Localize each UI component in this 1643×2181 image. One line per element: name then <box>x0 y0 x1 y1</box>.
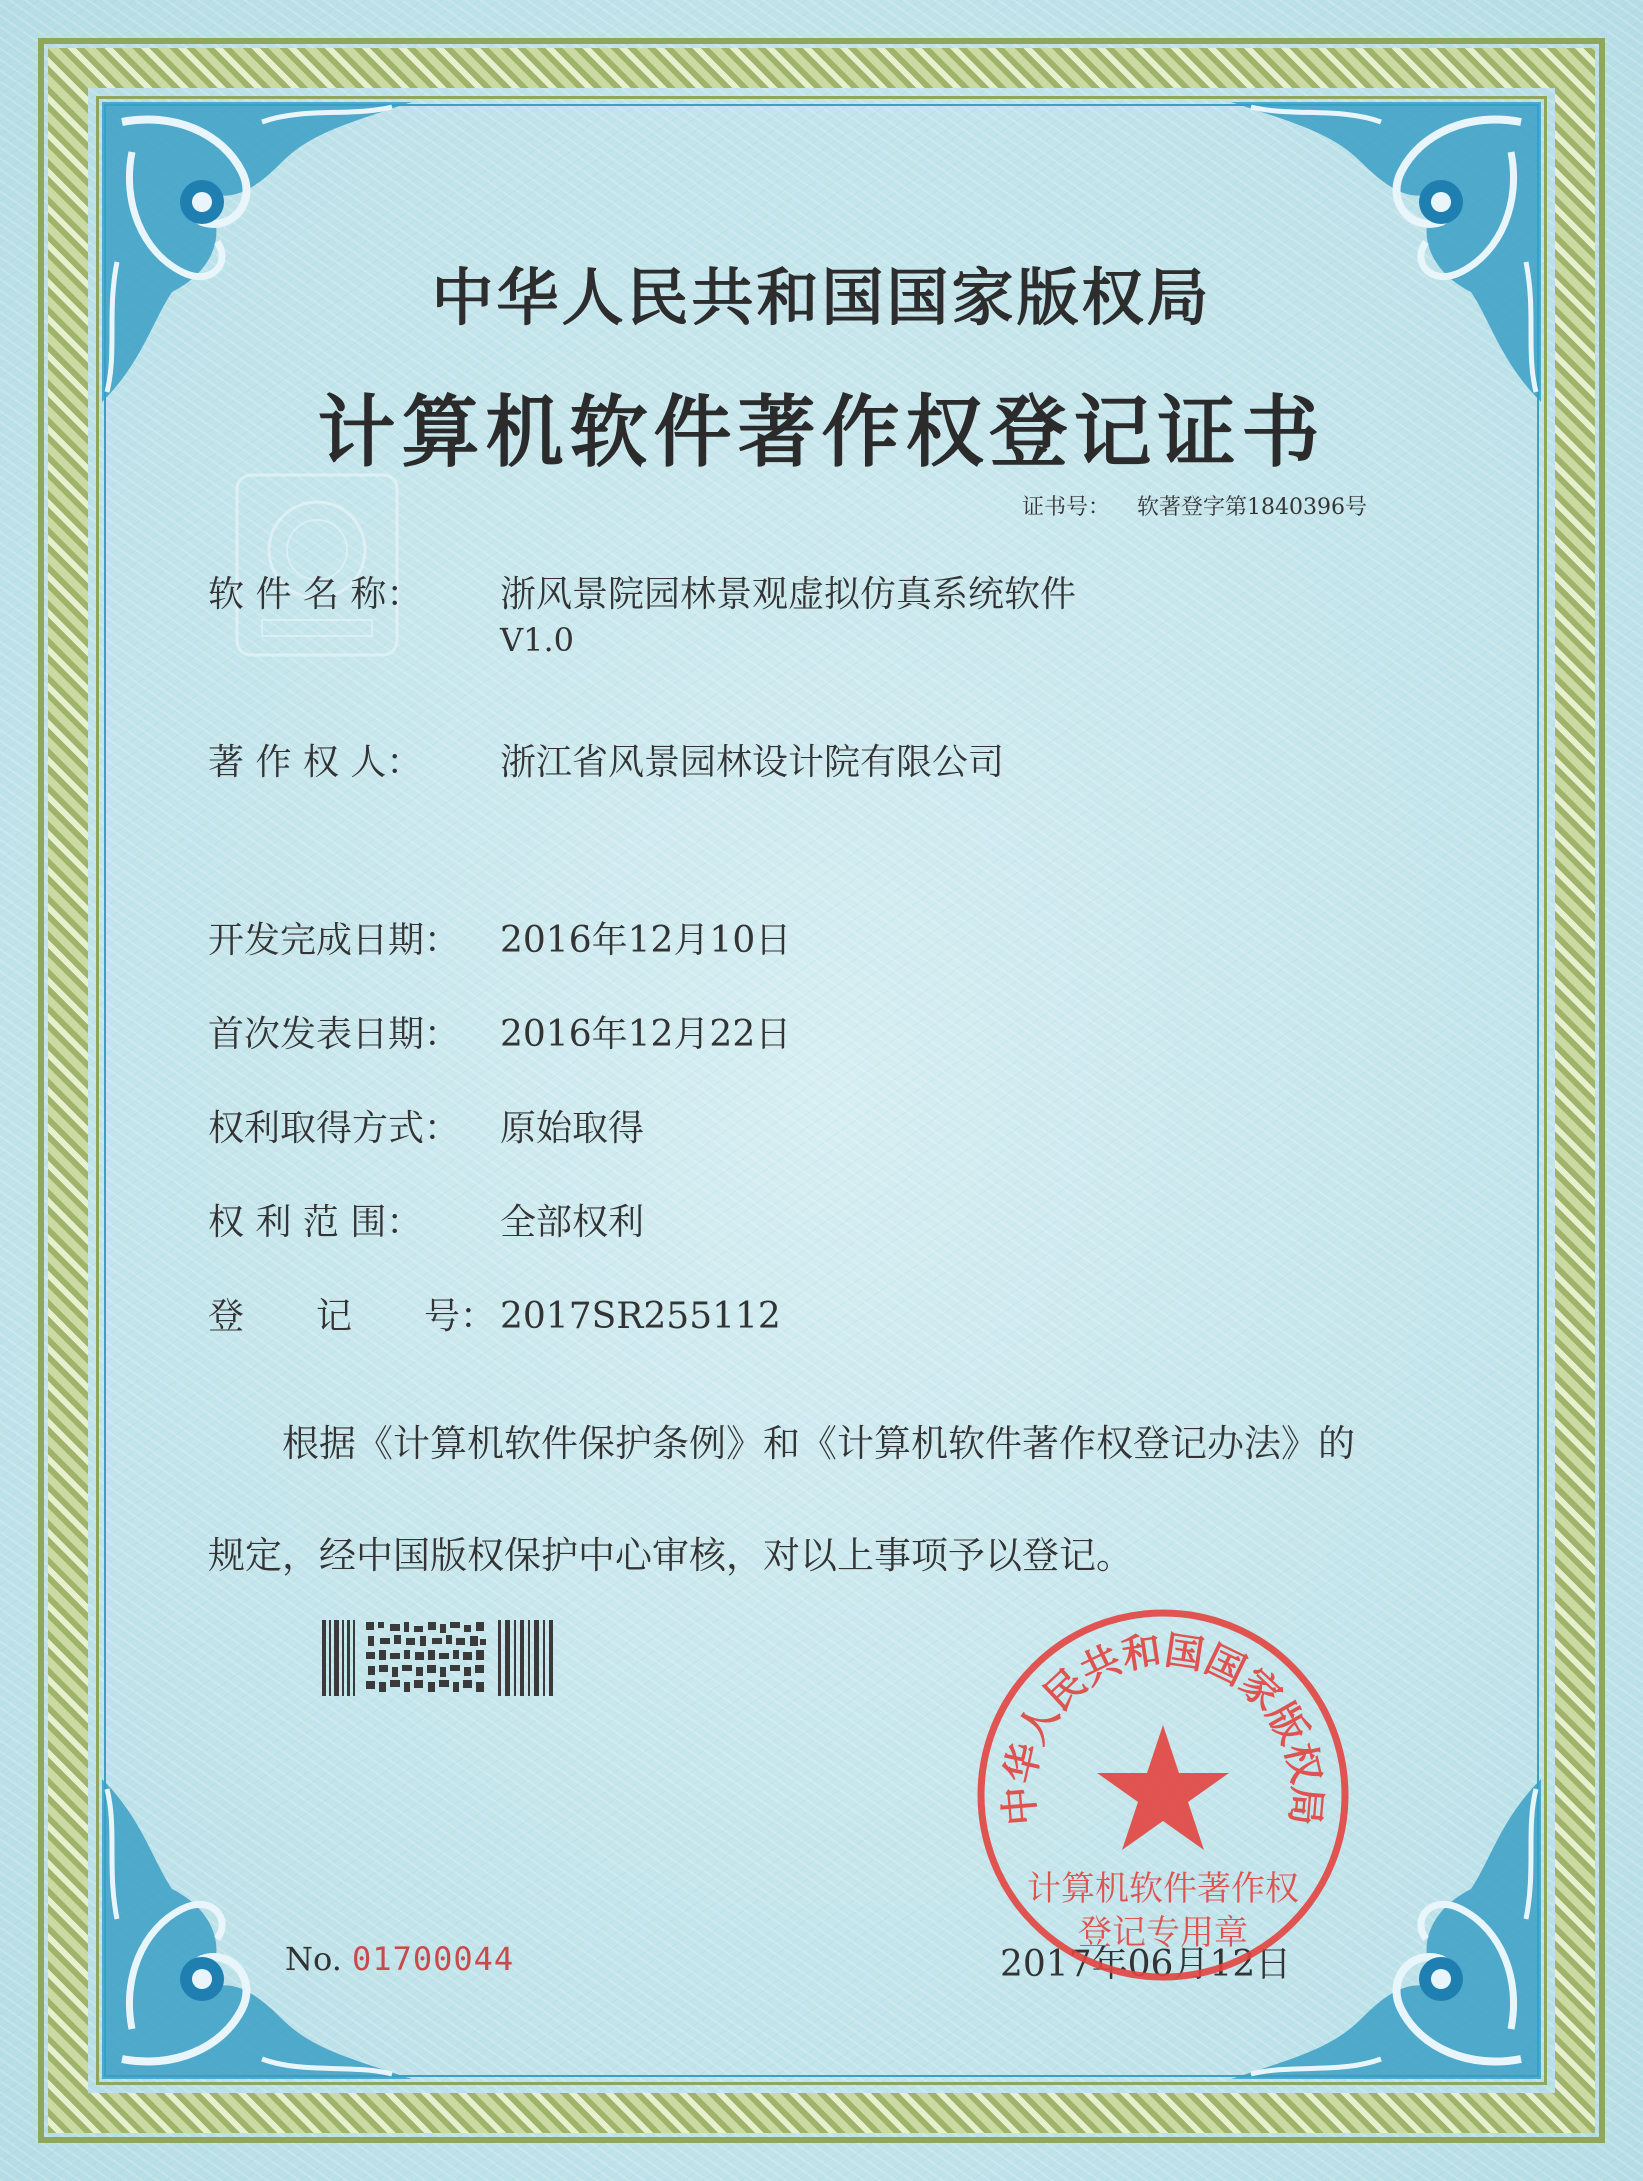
field-acquisition-method <box>208 1100 644 1151</box>
field-rights-scope <box>208 1194 644 1245</box>
field-registration-number <box>208 1288 781 1339</box>
first-publication-date-label: 首次发表日期： <box>208 1014 461 1055</box>
rights-scope-label: 权 利 范 围： <box>208 1202 423 1243</box>
acquisition-method-value: 原始取得 <box>500 1108 645 1149</box>
software-version-value: V1.0 <box>500 621 574 659</box>
official-seal-stamp <box>968 1600 1358 1990</box>
completion-date-value: 2016年12月10日 <box>500 920 792 961</box>
issue-date: 2017年06月12日 <box>1000 1944 1292 1985</box>
corner-ornament-bottom-left <box>92 1769 422 2089</box>
svg-text:中华人民共和国国家版权局: 中华人民共和国国家版权局 <box>995 1627 1331 1828</box>
field-software-name <box>208 566 1076 659</box>
serial-value: 01700044 <box>352 1940 515 1978</box>
copyright-owner-value: 浙江省风景园林设计院有限公司 <box>500 742 1005 783</box>
issuer-title: 中华人民共和国国家版权局 <box>431 261 1212 334</box>
field-copyright-owner <box>208 734 1004 785</box>
certificate-number-label: 证书号： <box>1022 495 1111 520</box>
acquisition-method-label: 权利取得方式： <box>208 1108 461 1149</box>
software-name-value: 浙风景院园林景观虚拟仿真系统软件 <box>500 574 1077 615</box>
barcode <box>322 1620 554 1696</box>
registration-number-label: 登 记 号： <box>208 1296 497 1337</box>
field-first-publication-date <box>208 1006 791 1057</box>
statement-line-1 <box>208 1388 1448 1500</box>
certificate-number-value: 软著登字第1840396号 <box>1137 495 1367 520</box>
svg-text:登记专用章: 登记专用章 <box>1078 1913 1248 1953</box>
first-publication-date-value: 2016年12月22日 <box>500 1014 792 1055</box>
completion-date-label: 开发完成日期： <box>208 920 461 961</box>
statement <box>208 1388 1448 1612</box>
statement-line-2: 规定，经中国版权保护中心审核，对以上事项予以登记。 <box>208 1534 1133 1577</box>
field-completion-date <box>208 912 791 963</box>
statement-line-1-text: 根据《计算机软件保护条例》和《计算机软件著作权登记办法》的 <box>282 1422 1355 1465</box>
serial-number <box>285 1940 514 1978</box>
svg-text:计算机软件著作权: 计算机软件著作权 <box>1027 1869 1299 1909</box>
serial-label: No. <box>285 1940 342 1978</box>
software-name-label: 软 件 名 称： <box>208 574 423 615</box>
rights-scope-value: 全部权利 <box>500 1202 645 1243</box>
registration-number-value: 2017SR255112 <box>500 1296 781 1337</box>
certificate-number <box>1022 490 1367 521</box>
copyright-owner-label: 著 作 权 人： <box>208 742 423 783</box>
certificate-title: 计算机软件著作权登记证书 <box>317 387 1326 478</box>
